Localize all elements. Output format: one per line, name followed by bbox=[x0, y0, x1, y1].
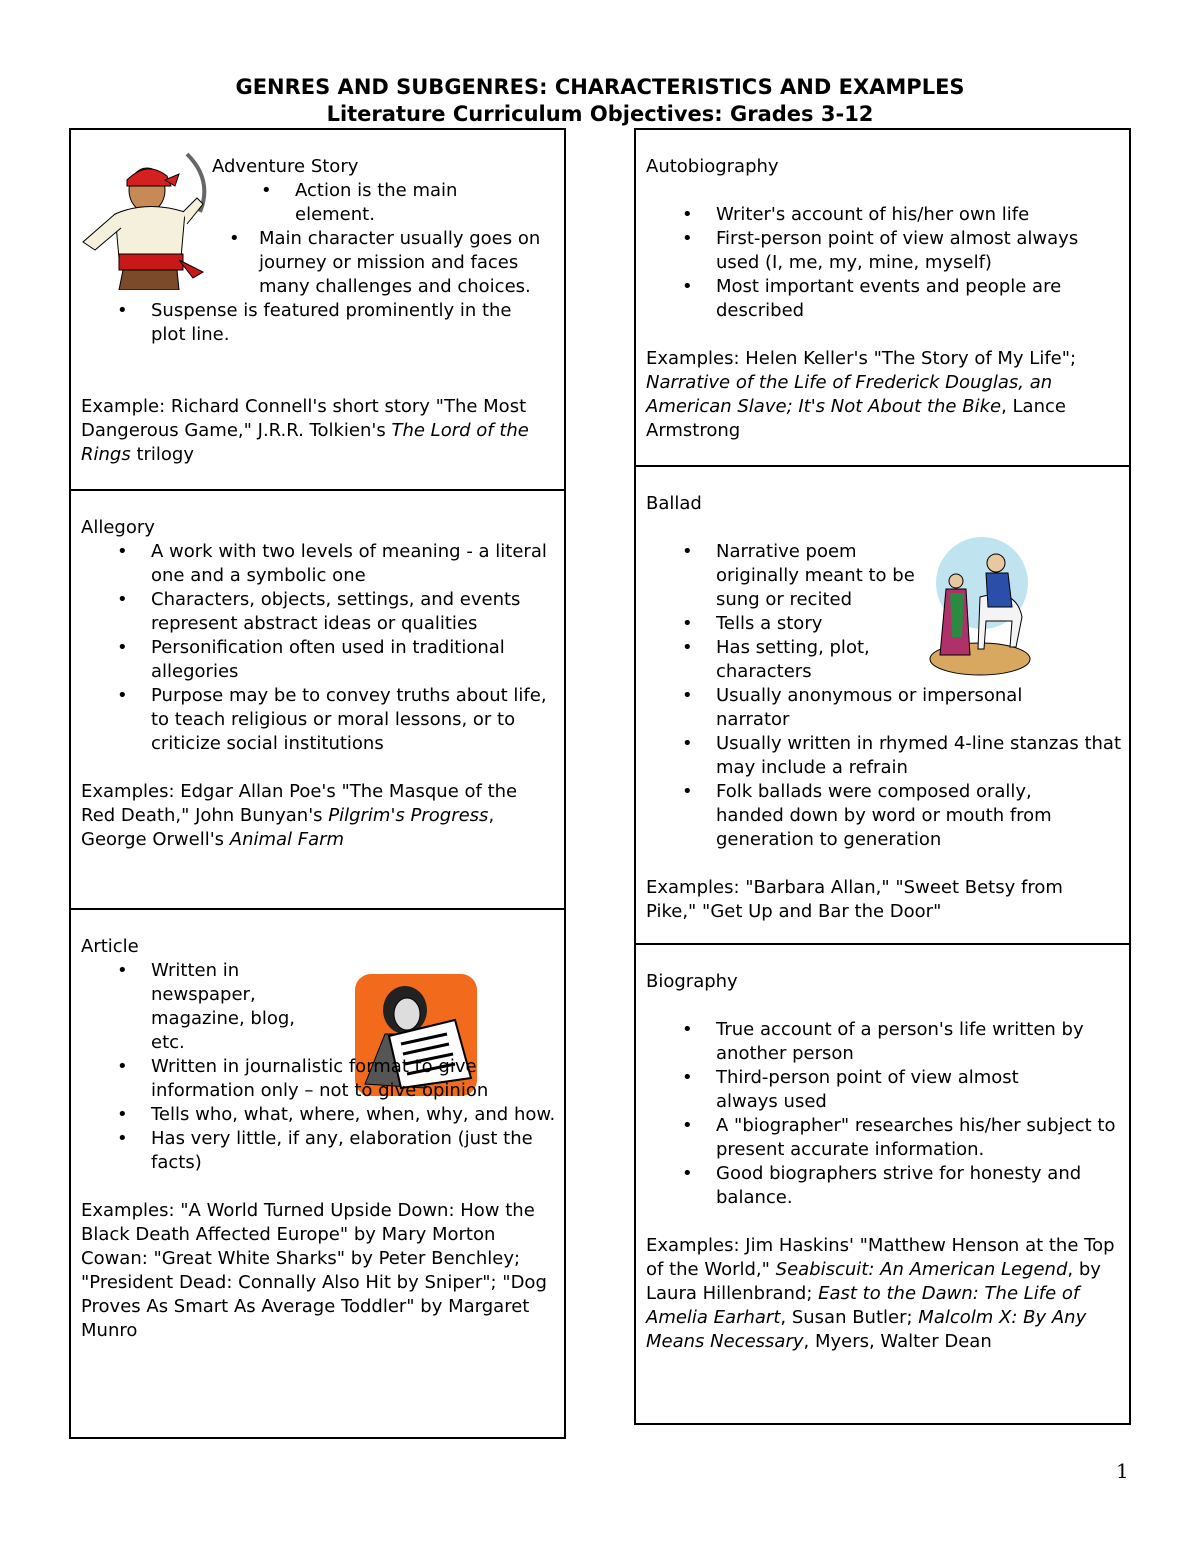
allegory-example-text: Examples: Edgar Allan Poe's "The Masque of the Red Death," John Bunyan's bbox=[81, 781, 518, 826]
allegory-bullet-1: • A work with two levels of meaning - a literal one and a symbolic one bbox=[151, 540, 551, 588]
autobiography-title: Autobiography bbox=[646, 156, 779, 177]
biography-bullets bbox=[646, 1018, 1126, 1210]
article-example: Examples: "A World Turned Upside Down: How the Black Death Affected Europe" by Mary Morton Cowan: "Great White Sharks" by Peter Benchley; "President Dead: Connally Also Hit by Sniper"; "Dog Proves As Smart As Average Toddler" by Margaret Munro bbox=[81, 1200, 547, 1341]
autobiography-example-text: Examples: Helen Keller's "The Story of My Life"; bbox=[646, 348, 1077, 369]
article-bullet-2: • Written in journalistic format to give information only – not to give opinion bbox=[151, 1055, 526, 1103]
adventure-example-end: trilogy bbox=[130, 444, 195, 465]
bullet-dot: • bbox=[229, 228, 240, 249]
autobiography-example-titles: Narrative of the Life of Frederick Douglas, an American Slave; It's Not About the Bike bbox=[646, 372, 1053, 417]
autobiography-bullet-2: • First-person point of view almost always used (I, me, my, mine, myself) bbox=[716, 227, 1126, 275]
allegory-example-title-1: Pilgrim's Progress bbox=[328, 805, 489, 826]
biography-example-title-3: Malcolm X: By Any Means Necessary bbox=[646, 1307, 1087, 1352]
ballad-bullet-4: • Usually anonymous or impersonal narrator bbox=[716, 684, 1066, 732]
adventure-bullet-3 bbox=[117, 299, 551, 347]
ballad-title: Ballad bbox=[646, 493, 702, 514]
allegory-example-mid: , George Orwell's bbox=[81, 805, 495, 850]
article-title: Article bbox=[81, 936, 139, 957]
allegory-bullet-2: • Characters, objects, settings, and events represent abstract ideas or qualities bbox=[151, 588, 551, 636]
article-box bbox=[69, 908, 566, 1439]
autobiography-bullet-1: • Writer's account of his/her own life bbox=[716, 203, 1126, 227]
biography-bullet-3: • A "biographer" researches his/her subject to present accurate information. bbox=[716, 1114, 1126, 1162]
adventure-bullet-3-text: Suspense is featured prominently in the plot line. bbox=[151, 300, 512, 345]
adventure-example bbox=[81, 395, 531, 467]
allegory-example bbox=[81, 780, 531, 852]
allegory-bullets bbox=[81, 540, 551, 756]
ballad-illustration bbox=[926, 537, 1034, 677]
ballad-bullet-6: • Folk ballads were composed orally, handed down by word or mouth from generation to generation bbox=[716, 780, 1096, 852]
biography-example-sep-2: , Susan Butler; bbox=[780, 1307, 919, 1328]
page-number: 1 bbox=[1116, 1459, 1129, 1483]
biography-example bbox=[646, 1234, 1116, 1354]
biography-example-text: Examples: Jim Haskins' "Matthew Henson at the Top of the World," bbox=[646, 1235, 1115, 1280]
article-bullets bbox=[81, 959, 561, 1175]
article-bullet-1: • Written in newspaper, magazine, blog, etc. bbox=[151, 959, 321, 1055]
adventure-example-text: Example: Richard Connell's short story "The Most Dangerous Game," J.R.R. Tolkien's bbox=[81, 396, 527, 441]
biography-example-title-2: East to the Dawn: The Life of Amelia Earhart bbox=[646, 1283, 1080, 1328]
autobiography-example-end: , Lance Armstrong bbox=[646, 396, 1066, 441]
adventure-story-box bbox=[69, 128, 566, 491]
autobiography-bullet-3: • Most important events and people are described bbox=[716, 275, 1126, 323]
ballad-box bbox=[634, 465, 1131, 945]
allegory-example-title-2: Animal Farm bbox=[229, 829, 345, 850]
allegory-box bbox=[69, 489, 566, 910]
biography-example-end: , Myers, Walter Dean bbox=[803, 1331, 992, 1352]
autobiography-example bbox=[646, 347, 1116, 443]
ballad-bullet-2: • Tells a story bbox=[716, 612, 1126, 636]
ballad-bullets bbox=[646, 540, 1126, 852]
article-bullet-4: • Has very little, if any, elaboration (just the facts) bbox=[151, 1127, 546, 1175]
adventure-example-title: The Lord of the Rings bbox=[81, 420, 529, 465]
autobiography-bullets bbox=[646, 203, 1126, 323]
biography-bullet-1: • True account of a person's life written by another person bbox=[716, 1018, 1096, 1066]
biography-example-sep-1: , by Laura Hillenbrand; bbox=[646, 1259, 1101, 1304]
ballad-bullet-5: • Usually written in rhymed 4-line stanzas that may include a refrain bbox=[716, 732, 1121, 780]
article-bullet-3: • Tells who, what, where, when, why, and how. bbox=[151, 1103, 561, 1127]
bullet-dot: • bbox=[261, 180, 272, 201]
adventure-story-title: Adventure Story bbox=[212, 156, 359, 177]
allegory-title: Allegory bbox=[81, 517, 155, 538]
autobiography-box bbox=[634, 128, 1131, 467]
adventure-bullet-1 bbox=[261, 179, 515, 227]
ballad-bullet-3: • Has setting, plot, characters bbox=[716, 636, 891, 684]
page-title: GENRES AND SUBGENRES: CHARACTERISTICS AND EXAMPLES bbox=[235, 75, 965, 99]
bullet-dot: • bbox=[117, 300, 128, 321]
biography-bullet-2: • Third-person point of view almost always used bbox=[716, 1066, 1061, 1114]
biography-example-title-1: Seabiscuit: An American Legend bbox=[775, 1259, 1068, 1280]
ballad-example: Examples: "Barbara Allan," "Sweet Betsy from Pike," "Get Up and Bar the Door" bbox=[646, 877, 1063, 922]
adventure-bullet-1-text: Action is the main element. bbox=[295, 180, 458, 225]
allegory-bullet-4: • Purpose may be to convey truths about life, to teach religious or moral lessons, or to criticize social institutions bbox=[151, 684, 551, 756]
allegory-bullet-3: • Personification often used in traditional allegories bbox=[151, 636, 551, 684]
biography-title: Biography bbox=[646, 971, 738, 992]
adventure-bullet-2-text: Main character usually goes on journey or mission and faces many challenges and choices. bbox=[259, 228, 541, 297]
page-subtitle: Literature Curriculum Objectives: Grades 3-12 bbox=[326, 102, 874, 126]
biography-box bbox=[634, 943, 1131, 1425]
adventure-bullets bbox=[71, 179, 566, 347]
biography-bullet-4: • Good biographers strive for honesty and balance. bbox=[716, 1162, 1126, 1210]
adventure-bullet-2 bbox=[229, 227, 549, 299]
ballad-bullet-1: • Narrative poem originally meant to be sung or recited bbox=[716, 540, 916, 612]
